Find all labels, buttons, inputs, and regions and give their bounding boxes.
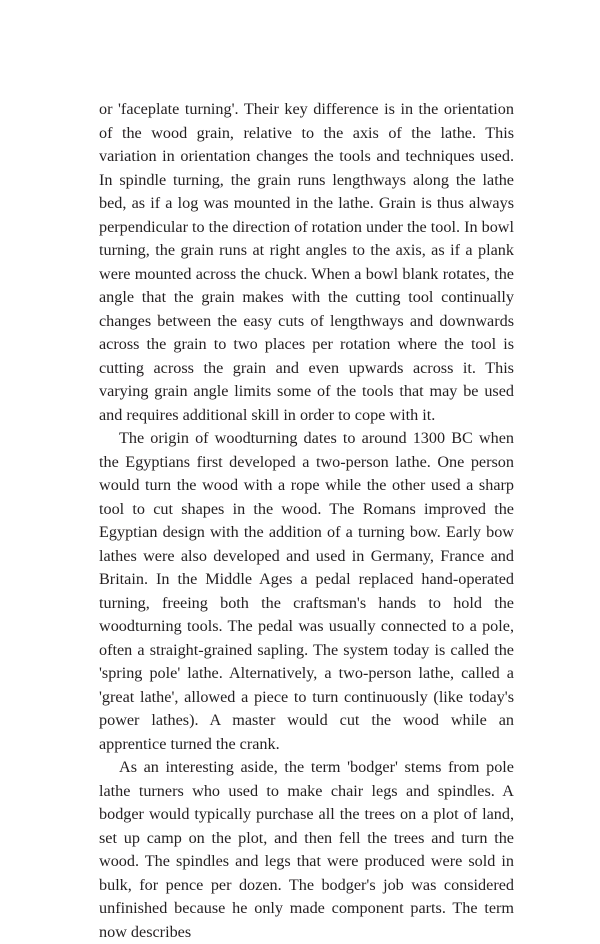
paragraph-faceplate-turning: or 'faceplate turning'. Their key difference is in the orientation of the wood grain, relative to the axis of the lathe. This variation in orientation changes the tools and techniques used. In spindle turning, the grain runs lengthways along the lathe bed, as if a log was mounted in the lathe. Grain is thus always perpendicular to the direction of rotation under the tool. In bowl turning, the grain runs at right angles to the axis, as if a plank were mounted across the chuck. When a bowl blank rotates, the angle that the grain makes with the cutting tool continually changes between the easy cuts of lengthways and downwards across the grain to two places per rotation where the tool is cutting across the grain and even upwards across it. This varying grain angle limits some of the tools that may be used and requires additional skill in order to cope with it. (99, 100, 514, 424)
paragraph-woodturning-origin: The origin of woodturning dates to around 1300 BC when the Egyptians first developed a two-person lathe. One person would turn the wood with a rope while the other used a sharp tool to cut shapes in the wood. The Romans improved the Egyptian design with the addition of a turning bow. Early bow lathes were also developed and used in Germany, France and Britain. In the Middle Ages a pedal replaced hand-operated turning, freeing both the craftsman's hands to hold the woodturning tools. The pedal was usually connected to a pole, often a straight-grained sapling. The system today is called the 'spring pole' lathe. Alternatively, a two-person lathe, called a 'great lathe', allowed a piece to turn continuously (like today's power lathes). A master would cut the wood while an apprentice turned the crank. (99, 429, 514, 753)
page-body (99, 98, 514, 944)
paragraph-bodger-term: As an interesting aside, the term 'bodger' stems from pole lathe turners who used to make chair legs and spindles. A bodger would typically purchase all the trees on a plot of land, set up camp on the plot, and then fell the trees and turn the wood. The spindles and legs that were produced were sold in bulk, for pence per dozen. The bodger's job was considered unfinished because he only made component parts. The term now describes (99, 758, 514, 941)
